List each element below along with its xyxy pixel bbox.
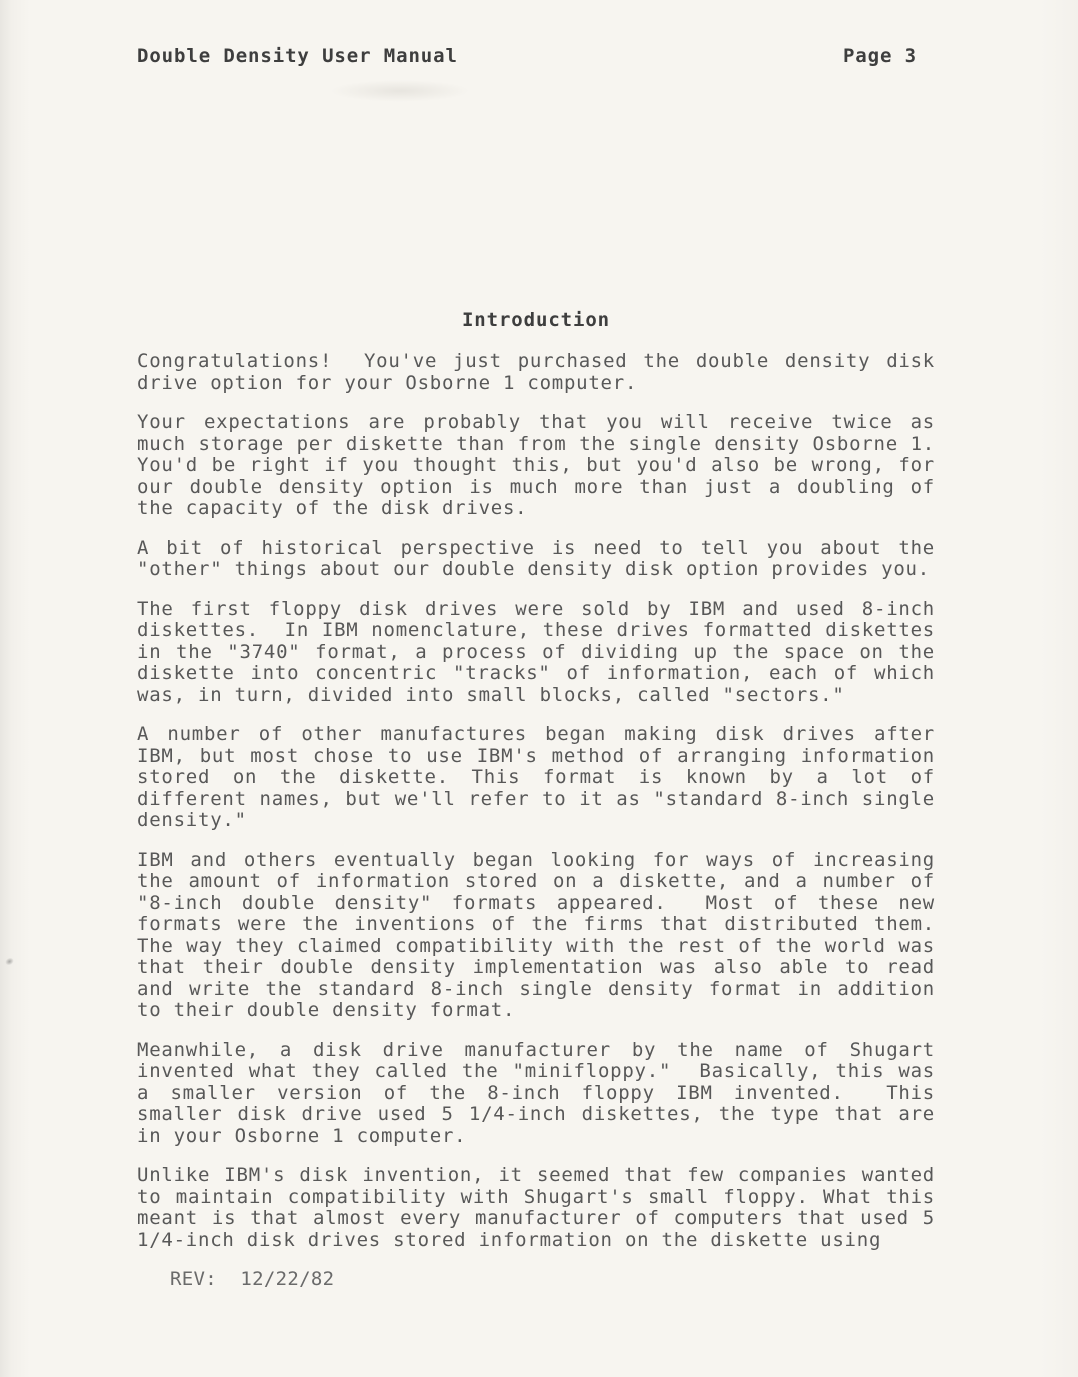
page-number: Page 3 <box>842 45 917 67</box>
section-heading: Introduction <box>461 309 611 331</box>
page-header <box>137 45 917 67</box>
revision-note: REV: 12/22/82 <box>170 1268 335 1290</box>
paragraph: Unlike IBM's disk invention, it seemed that few companies wanted to maintain compatibility with Shugart's small floppy. What this meant is that almost every manufacturer of computers that used 5 1/4-inch disk drives stored information on the diskette using <box>137 1164 935 1251</box>
paragraph: A bit of historical perspective is need to tell you about the "other" things about our double density disk option provides you. <box>137 536 935 580</box>
body-text <box>137 351 935 1269</box>
document-title: Double Density User Manual <box>137 45 458 67</box>
paragraph: Your expectations are probably that you will receive twice as much storage per diskette than from the single density Osborne 1. You'd be right if you thought this, but you'd also be wrong, for our double density option is much more than just a doubling of the capacity of the disk drives. <box>137 411 935 519</box>
paper-smudge <box>330 80 470 102</box>
paper-speck <box>4 956 15 967</box>
paragraph: The first floppy disk drives were sold by IBM and used 8-inch diskettes. In IBM nomenclature, these drives formatted diskettes in the "3740" format, a process of dividing up the space on the diskette into concentric "tracks" of information, each of which was, in turn, divided into small blocks, called "sectors." <box>137 597 935 706</box>
paragraph: IBM and others eventually began looking for ways of increasing the amount of information stored on a diskette, and a number of "8-inch double density" formats appeared. Most of these new formats were the inventions of the firms that distributed them. The way they claimed compatibility with the rest of the world was that their double density implementation was also able to read and write the standard 8-inch single density format in addition to their double density format. <box>137 848 935 1021</box>
paragraph: Meanwhile, a disk drive manufacturer by the name of Shugart invented what they called the "minifloppy." Basically, this was a smaller version of the 8-inch floppy IBM invented. This smaller disk drive used 5 1/4-inch diskettes, the type that are in your Osborne 1 computer. <box>137 1038 935 1147</box>
paragraph: Congratulations! You've just purchased the double density disk drive option for your Osborne 1 computer. <box>137 350 935 394</box>
paragraph: A number of other manufactures began making disk drives after IBM, but most chose to use IBM's method of arranging information stored on the diskette. This format is known by a lot of different names, but we'll refer to it as "standard 8-inch single density." <box>137 723 935 831</box>
